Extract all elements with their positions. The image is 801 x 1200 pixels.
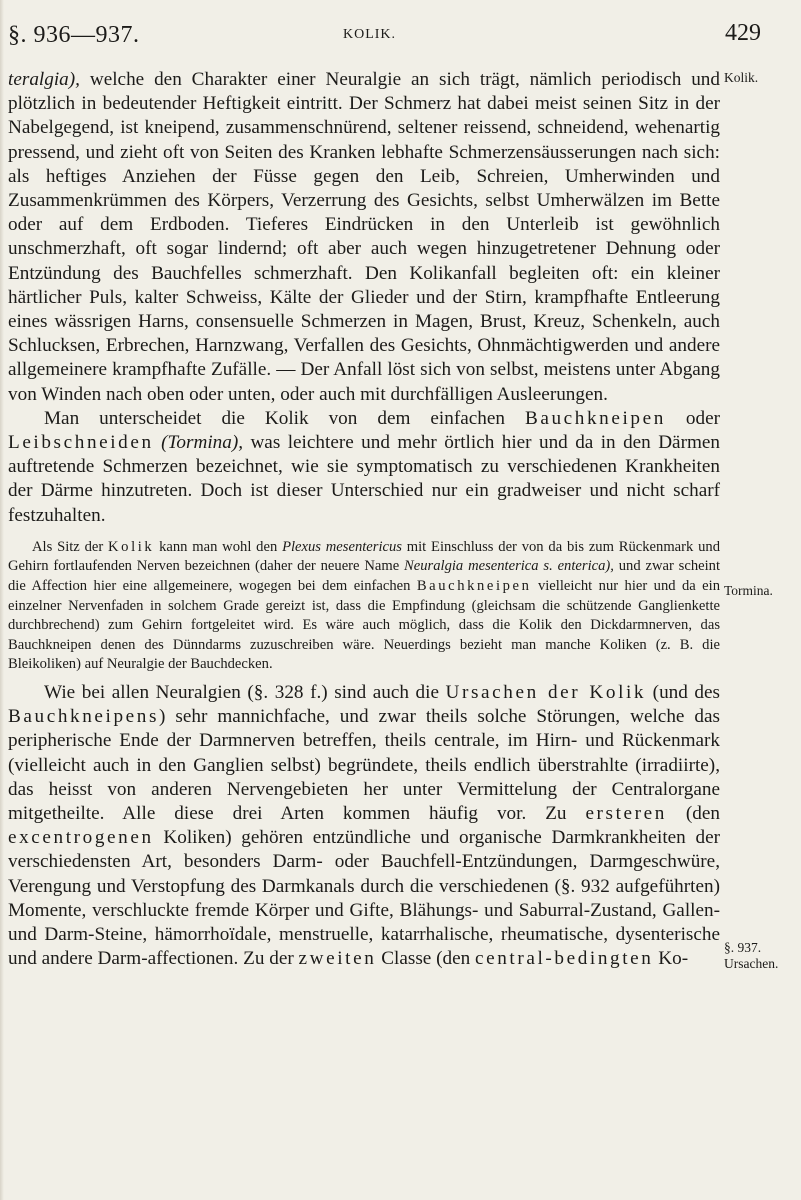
paragraph-text: Als Sitz der — [32, 538, 109, 555]
spaced-term: excentrogenen — [8, 827, 154, 849]
paragraph-text: kann man wohl den — [154, 538, 283, 555]
margin-note-ursachen: Ursachen. — [724, 956, 779, 971]
spaced-term: ersteren — [585, 803, 667, 825]
spaced-term: Bauchkneipen — [416, 578, 532, 595]
spaced-term: Leibschneiden — [8, 432, 154, 454]
spaced-term: Bauchkneipen — [524, 407, 666, 429]
spaced-term: Ursachen der Kolik — [445, 682, 647, 704]
paragraph-text: und zwar scheint die Affection hier eine allgemeinere, wogegen bei dem einfachen — [8, 558, 720, 595]
body-text — [8, 68, 720, 971]
paragraph-text: mit Einschluss der von da bis zum Rückenmark und Gehirn fortlaufenden Nerven bezeichnen (daher der neuere Name — [8, 538, 721, 575]
page-number: 429 — [725, 20, 761, 46]
spaced-term: Bauchkneipens — [8, 706, 160, 728]
italic-term: Plexus mesentericus — [282, 538, 402, 555]
paragraph-text: welche den Charakter einer Neuralgie an sich trägt, nämlich periodisch und plötzlich in bedeutender Heftigkeit eintritt. Der Schmerz hat dabei meist seinen Sitz in der Nabelgegend, ist kneipend, zusammenschnürend, seltener reissend, schneidend, wehenartig pressend, und zieht oft von Seiten des Kranken lebhafte Schmerzensäusserungen nach sich: als heftiges Anziehen der Füsse gegen den Leib, Schreien, Umherwinden und Zusammenkrümmen des Körpers, Verzerrung des Gesichts, selbst Umherwälzen im Bette oder auf dem Erdboden. Tieferes Eindrücken in den Unterleib ist gewöhnlich unschmerzhaft, oft sogar lindernd; oft aber auch wegen hinzugetretener Dehnung oder Entzündung des Bauchfelles schmerzhaft. Den Kolikanfall begleiten oft: ein kleiner härtlicher Puls, kalter Schweiss, Kälte der Glieder und der Stirn, krampfhafte Entleerung eines wässrigen Harns, consensuelle Schmerzen in Magen, Brust, Kreuz, Schenkeln, auch Schlucksen, Erbrechen, Harnzwang, Verfallen des Gesichts, Ohnmächtigwerden und andere allgemeinere krampfhafte Zufälle. — Der Anfall löst sich von selbst, meistens unter Abgang von Winden nach oben oder unten, oder auch mit durchfälligen Ausleerungen. — [8, 69, 720, 405]
paragraph-text: (den — [666, 803, 720, 825]
margin-note-kolik: Kolik. — [724, 70, 759, 85]
paragraph-ursachen — [8, 681, 720, 971]
italic-term: Neuralgia mesenterica s. enterica), — [404, 558, 614, 575]
paragraph-text: vielleicht nur hier und da ein einzelner Nervenfaden in solchem Grade gereizt ist, dass die Empfindung (gleichsam die schützende Ganglienkette durchbrechend) zum Gehirn fortgeleitet wird. Es wäre auch möglich, dass die Kolik den Dickdarmnerven, das Bauchkneipen denen des Dünndarms zuzuschreiben wäre. Neuerdings bezieht man manche Koliken (z. B. die Bleikoliken) auf Neuralgie der Bauchdecken. — [8, 578, 720, 673]
small-print-note — [8, 538, 720, 675]
italic-term: (Tormina), — [161, 432, 244, 454]
paragraph-kolik-symptoms — [8, 68, 720, 407]
running-title: KOLIK. — [343, 27, 397, 42]
margin-note-section-937: §. 937. — [724, 940, 762, 955]
paragraph-text: ) sehr mannichfache, und zwar theils solche Störungen, welche das peripherische Ende der Darmnerven betreffen, theils centrale, im Hirn- und Rückenmark (vielleicht auch in den Ganglien selbst) begründete, theils endlich überstrahlte (irradiirte), das heisst von anderen Nervengebieten her unter Vermittelung der Centralorgane mitgetheilte. Alle diese drei Arten kommen häufig vor. Zu — [8, 706, 720, 825]
paragraph-text — [154, 432, 161, 453]
paragraph-text: Classe (den — [376, 948, 475, 970]
paragraph-text: Man unterscheidet die Kolik von dem einfachen — [44, 407, 525, 429]
paragraph-text: Koliken) gehören entzündliche und organische Darmkrankheiten der verschiedensten Art, besonders Darm- oder Bauchfell-Entzündungen, Darmgeschwüre, Verengung und Verstopfung des Darmkanals durch die verschiedenen (§. 932 aufgeführten) Momente, verschluckte fremde Körper und Gifte, Blähungs- und Saburral-Zustand, Gallen- und Darm-Steine, hämorrhoïdale, menstruelle, katarrhalische, rheumatische, dysenterische und andere Darm-affectionen. Zu der — [8, 827, 720, 970]
section-range: §. 936—937. — [8, 22, 140, 48]
paragraph-text: Ko- — [653, 948, 689, 970]
paragraph-text: was leichtere und mehr örtlich hier und da in den Därmen auftretende Schmerzen bezeichnet, wie sie symptomatisch zu verschiedenen Krankheiten der Därme hinzutreten. Doch ist dieser Unterschied nur ein gradweiser und nicht scharf festzuhalten. — [8, 432, 720, 526]
page-header — [8, 14, 761, 50]
paragraph-sitz-der-kolik — [8, 538, 720, 675]
spaced-term: zweiten — [298, 948, 377, 970]
spaced-term: Kolik — [108, 538, 155, 555]
paragraph-text: (und des — [646, 682, 720, 704]
paragraph-tormina — [8, 407, 720, 528]
spaced-term: central-bedingten — [475, 948, 654, 970]
main-text — [8, 68, 720, 528]
main-text-continued — [8, 681, 720, 971]
margin-note-tormina: Tormina. — [724, 583, 773, 598]
page-spine-shadow — [0, 0, 4, 1200]
paragraph-text: Wie bei allen Neuralgien (§. 328 f.) sind auch die — [44, 682, 446, 704]
italic-term: teralgia), — [8, 69, 80, 90]
paragraph-text: oder — [665, 407, 720, 429]
